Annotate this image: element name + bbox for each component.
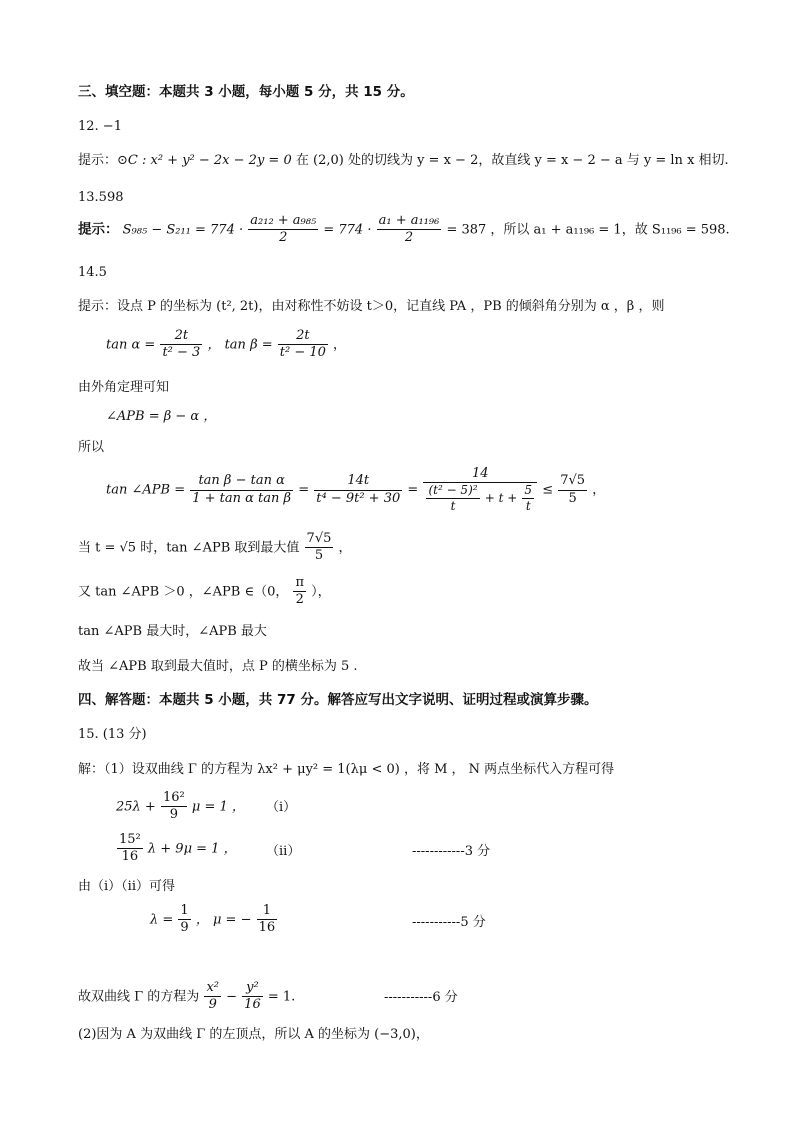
section-4-heading: 四、解答题：本题共 5 小题，共 77 分。解答应写出文字说明、证明过程或演算步骤。 — [78, 692, 598, 708]
mu-fraction: $\frac{1}{16}$ — [258, 903, 276, 936]
when-end: ， — [338, 540, 352, 556]
big-f3-inner-frac-2: $\frac{5}{t}$ — [524, 483, 533, 514]
section-3-heading: 三、填空题：本题共 3 小题，每小题 5 分，共 15 分。 — [78, 84, 414, 100]
big-le: ≤ — [542, 482, 554, 498]
q15-score-3: ------------3 分 — [412, 844, 491, 859]
q12-hint — [78, 153, 729, 169]
result-fraction-1: $\frac{\text{x²}}{9}$ — [206, 980, 219, 1013]
q12-hint-lead: 提示： — [78, 153, 118, 168]
eq1-fraction: $\frac{\text{16²}}{9}$ — [162, 790, 185, 823]
big-lhs: tan ∠APB = — [106, 482, 186, 498]
when-fraction: $\frac{7√5}{5}$ — [306, 531, 332, 564]
q15-part2: (2)因为 A 为双曲线 Γ 的左顶点，所以 A 的坐标为 (−3,0)， — [78, 1027, 429, 1042]
q14-external-angle: 由外角定理可知 — [78, 380, 170, 395]
tan-beta-lhs: ， tan β = — [207, 337, 273, 353]
q14-big-expression — [106, 466, 605, 514]
q15-title: 15. (13 分) — [78, 727, 147, 742]
q13-answer: 13.598 — [78, 190, 124, 205]
big-fraction-1: $\frac{\text{tan β − tan α}}{\text{1 + tan α tan β}}$ — [192, 473, 292, 506]
q15-eq1-tag: （i） — [266, 800, 297, 815]
also-fraction: $\frac{\pi}{2}$ — [295, 575, 305, 608]
q15-lambda-mu — [150, 903, 278, 937]
q14-hint: 提示：设点 P 的坐标为 (t², 2t)，由对称性不妨设 t＞0，记直线 PA ，PB 的倾斜角分别为 α ，β ，则 — [78, 299, 665, 314]
when-lead: 当 t = √5 时，tan ∠APB 取到最大值 — [78, 540, 300, 556]
tan-beta-end: ， — [333, 337, 347, 353]
q13-expr3: = 387 ，所以 a₁ + a₁₁₉₆ = 1，故 S₁₁₉₆ = 598. — [446, 222, 730, 238]
tan-beta-fraction: $\frac{2t}{\text{t² − 10}}$ — [279, 328, 326, 361]
tan-alpha-lhs: tan α = — [106, 337, 156, 353]
big-fraction-4: $\frac{7√5}{5}$ — [560, 473, 586, 506]
lambda-fraction: $\frac{1}{9}$ — [180, 903, 189, 936]
q12-hint-eq: ⊙C : x² + y² − 2x − 2y = 0 — [117, 153, 292, 168]
mu-lead: ， μ = − — [195, 912, 252, 928]
q13-fraction-1: $\frac{\text{a₂₁₂ + a₉₈₅}}{2}$ — [250, 213, 317, 246]
result-minus: − — [226, 989, 238, 1005]
eq1-end: μ = 1 ， — [191, 799, 245, 815]
lambda-lead: λ = — [150, 912, 174, 928]
big-eq-2: = — [407, 482, 419, 498]
q15-eq1 — [116, 790, 245, 824]
also-lead: 又 tan ∠APB ＞0 ，∠APB ∈（0， — [78, 584, 289, 600]
q14-tan-formulas — [106, 328, 346, 362]
q15-score-5: -----------5 分 — [412, 915, 486, 930]
eq2-fraction: $\frac{\text{15²}}{16}$ — [119, 832, 141, 865]
also-end: ）， — [311, 584, 331, 600]
result-fraction-2: $\frac{\text{y²}}{16}$ — [244, 980, 261, 1013]
q14-answer: 14.5 — [78, 265, 107, 280]
eq2-end: λ + 9μ = 1 ， — [147, 841, 237, 857]
q14-also — [78, 575, 331, 609]
q12-hint-text: 在 (2,0) 处的切线为 y = x − 2，故直线 y = x − 2 − a 与 y = ln x 相切. — [295, 153, 729, 168]
result-end: = 1. — [267, 989, 296, 1005]
q13-fraction-2: $\frac{\text{a₁ + a₁₁₉₆}}{2}$ — [378, 213, 440, 246]
q14-conclusion: 故当 ∠APB 取到最大值时，点 P 的横坐标为 5 . — [78, 659, 358, 674]
q15-eq2 — [116, 832, 237, 866]
q13-hint — [78, 213, 730, 247]
big-f3-inner-frac: $\frac{\text{(t² − 5)²}}{t}$ — [428, 483, 478, 514]
big-fraction-3: 14 $\frac{\text{(t² − 5)²}}{t}$ + t + $\frac{5}{t}$ — [423, 466, 537, 514]
eq1-lead: 25λ + — [116, 799, 156, 815]
result-lead: 故双曲线 Γ 的方程为 — [78, 989, 200, 1005]
q15-result — [78, 980, 295, 1014]
q13-expr2: = 774 · — [323, 222, 372, 238]
q15-score-6: -----------6 分 — [384, 990, 458, 1005]
q13-expr1: S₉₈₅ − S₂₁₁ = 774 · — [122, 222, 244, 238]
q15-intro: 解：（1）设双曲线 Γ 的方程为 λx² + μy² = 1(λμ < 0) ，将 M ， N 两点坐标代入方程可得 — [78, 762, 615, 777]
q15-from: 由（i）（ii）可得 — [78, 879, 175, 894]
big-eq-1: = — [298, 482, 310, 498]
q14-so: 所以 — [78, 440, 105, 455]
tan-alpha-fraction: $\frac{2t}{\text{t² − 3}}$ — [162, 328, 201, 361]
q14-when-max — [78, 531, 352, 565]
q13-hint-lead: 提示： — [78, 221, 119, 238]
q14-apb-equation: ∠APB = β − α ， — [106, 409, 217, 424]
big-end: ， — [592, 482, 606, 498]
q12-answer: 12. −1 — [78, 119, 122, 134]
big-fraction-2: $\frac{14t}{\text{t⁴ − 9t² + 30}}$ — [316, 473, 401, 506]
q15-eq2-tag: （ii） — [266, 844, 301, 859]
q14-max-line: tan ∠APB 最大时，∠APB 最大 — [78, 624, 267, 639]
